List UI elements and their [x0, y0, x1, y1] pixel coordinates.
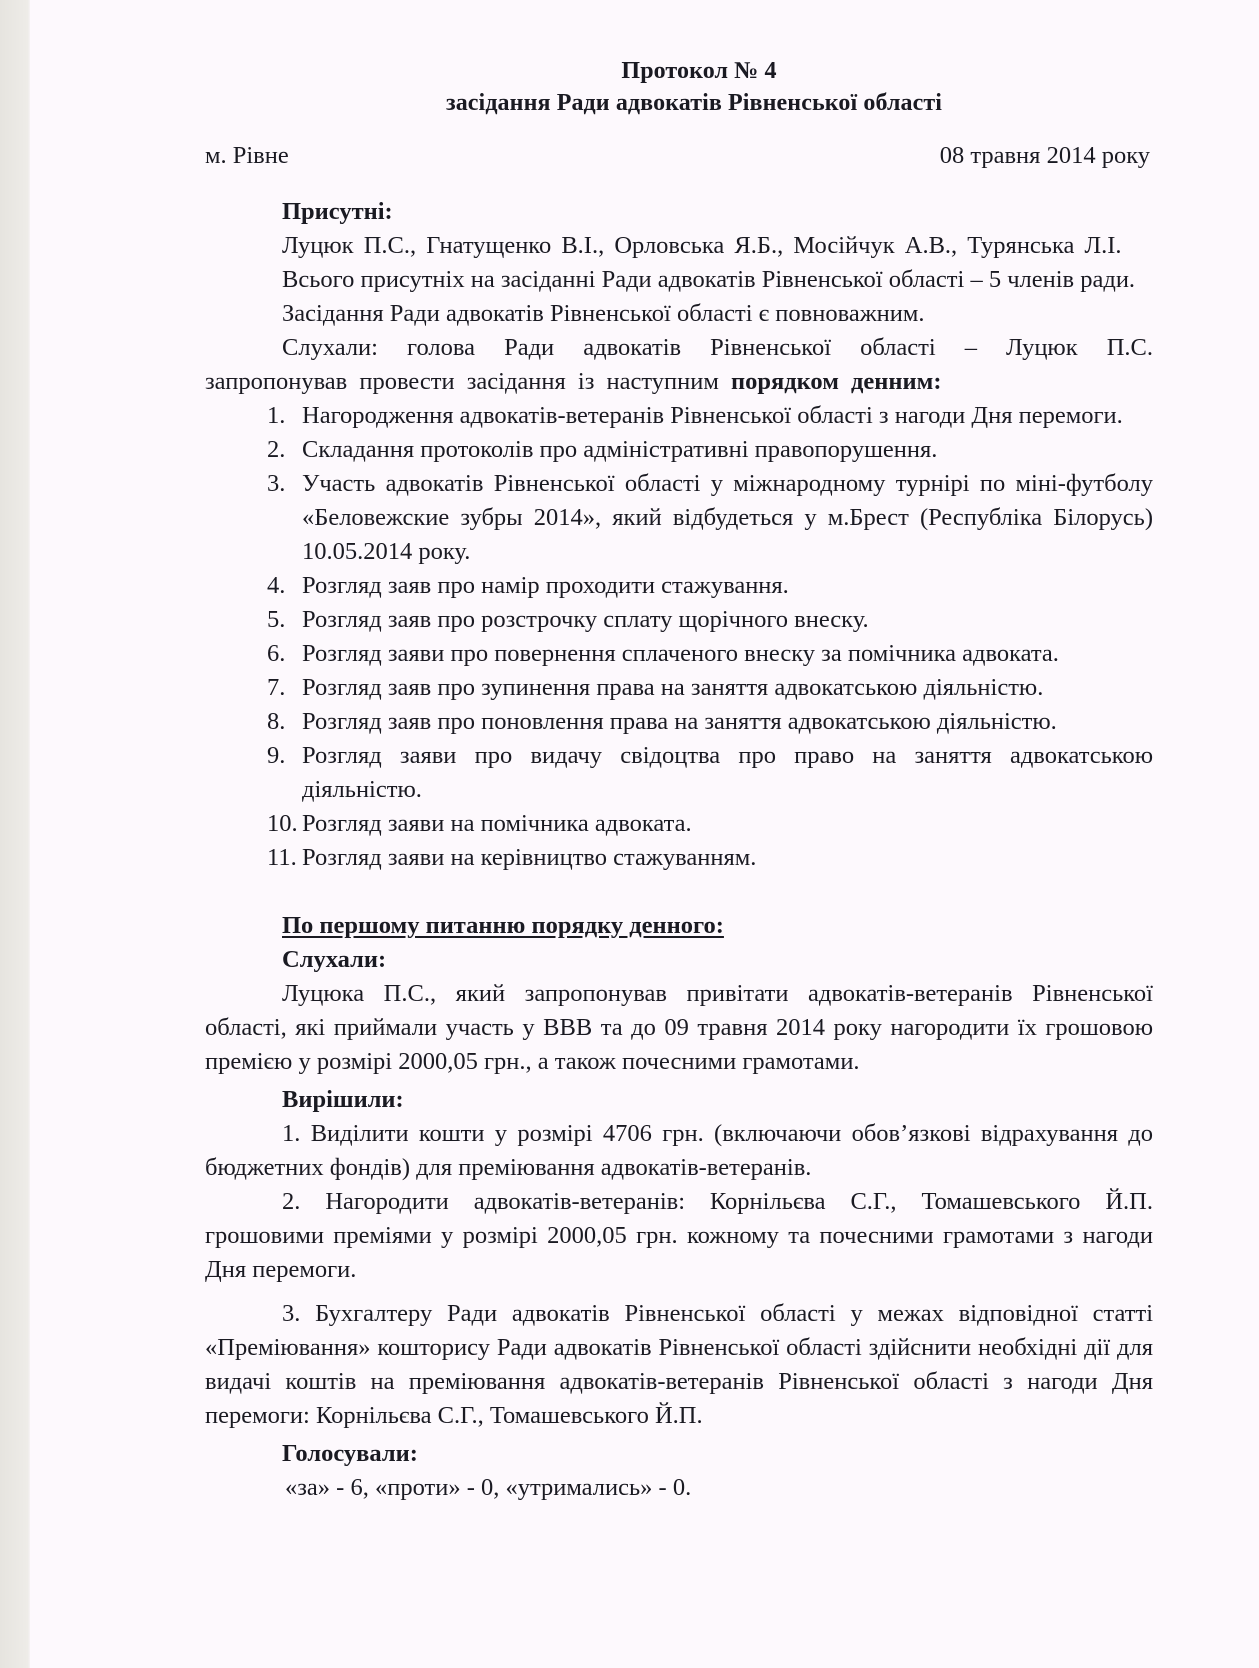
document-title [205, 55, 1153, 119]
agenda-num: 6. [267, 640, 286, 667]
agenda-num: 2. [267, 436, 286, 463]
agenda-item [205, 467, 1153, 569]
agenda-num: 11. [267, 844, 297, 871]
agenda-num: 4. [267, 572, 286, 599]
agenda-item [205, 807, 1153, 841]
agenda-text: Розгляд заяви про видачу свідоцтва про право на заняття адвокатською діяльністю. [302, 742, 1153, 803]
total-present: Всього присутніх на засіданні Ради адвокатів Рівненської області – 5 членів ради. [282, 266, 1136, 293]
heard-label: Слухали: [282, 946, 387, 973]
vote-result: «за» - 6, «проти» - 0, «утримались» - 0. [285, 1474, 692, 1501]
agenda-text: Участь адвокатів Рівненської області у міжнародному турнірі по міні-футболу «Беловежские зубры 2014», який відбудеться у м.Брест (Республіка Білорусь) 10.05.2014 року. [302, 470, 1153, 565]
agenda-item [205, 569, 1153, 603]
agenda-num: 7. [267, 674, 286, 701]
agenda-text: Розгляд заяви про повернення сплаченого внеску за помічника адвоката. [302, 640, 1059, 667]
decided-label: Вирішили: [282, 1086, 404, 1113]
agenda-num: 10. [267, 810, 298, 837]
agenda-text: Нагородження адвокатів-ветеранів Рівненської області з нагоди Дня перемоги. [302, 402, 1123, 429]
agenda-item [205, 705, 1153, 739]
first-item-heading: По першому питанню порядку денного: [282, 912, 724, 939]
date: 08 травня 2014 року [939, 142, 1150, 169]
agenda-text: Розгляд заяв про намір проходити стажування. [302, 572, 789, 599]
document-page [205, 55, 1153, 1505]
place: м. Рівне [205, 142, 289, 169]
agenda-item [205, 841, 1153, 875]
agenda-item [205, 739, 1153, 807]
agenda-text: Розгляд заяв про поновлення права на заняття адвокатською діяльністю. [302, 708, 1057, 735]
heard-intro [205, 331, 1153, 399]
agenda-list [205, 399, 1153, 875]
agenda-text: Розгляд заяви на керівництво стажуванням. [302, 844, 757, 871]
agenda-num: 9. [267, 742, 286, 769]
decision-1: 1. Виділити кошти у розмірі 4706 грн. (включаючи обов’язкові відрахування до бюджетних фондів) для преміювання адвокатів-ветеранів. [205, 1120, 1153, 1181]
agenda-text: Розгляд заяв про розстрочку сплату щорічного внеску. [302, 606, 869, 633]
heard-intro-text: Слухали: голова Ради адвокатів Рівненської області – Луцюк П.С. запропонував провести засідання із наступним [205, 334, 1153, 395]
protocol-number: Протокол № 4 [621, 58, 777, 84]
agenda-item [205, 637, 1153, 671]
agenda-item [205, 433, 1153, 467]
present-heading: Присутні: [282, 198, 393, 225]
agenda-num: 8. [267, 708, 286, 735]
scan-edge [0, 0, 30, 1668]
protocol-subtitle: засідання Ради адвокатів Рівненської області [445, 90, 943, 116]
quorum-statement: Засідання Ради адвокатів Рівненської області є повноважним. [282, 300, 925, 327]
agenda-text: Складання протоколів про адміністративні правопорушення. [302, 436, 938, 463]
heard-text: Луцюка П.С., який запропонував привітати адвокатів-ветеранів Рівненської області, які приймали участь у ВВВ та до 09 травня 2014 року нагородити їх грошовою премією у розмірі 2000,05 грн., а також почесними грамотами. [205, 980, 1153, 1075]
voted-label: Голосували: [282, 1440, 418, 1467]
agenda-text: Розгляд заяв про зупинення права на заняття адвокатською діяльністю. [302, 674, 1044, 701]
agenda-num: 1. [267, 402, 286, 429]
agenda-num: 5. [267, 606, 286, 633]
agenda-item [205, 671, 1153, 705]
first-item-section [205, 909, 1153, 1505]
present-section [205, 195, 1153, 263]
agenda-item [205, 603, 1153, 637]
decision-3: 3. Бухгалтеру Ради адвокатів Рівненської області у межах відповідної статті «Преміювання» кошторису Ради адвокатів Рівненської області здійснити необхідні дії для видачі коштів на преміювання адвокатів-ветеранів Рівненської області з нагоди Дня перемоги: Корнільєва С.Г., Томашевського Й.П. [205, 1300, 1153, 1429]
agenda-text: Розгляд заяви на помічника адвоката. [302, 810, 692, 837]
present-list: Луцюк П.С., Гнатущенко В.І., Орловська Я.Б., Мосійчук А.В., Турянська Л.І. [282, 232, 1122, 259]
agenda-label: порядком денним: [730, 368, 942, 395]
agenda-num: 3. [267, 470, 286, 497]
agenda-item [205, 399, 1153, 433]
place-date-row [205, 139, 1150, 173]
decision-2: 2. Нагородити адвокатів-ветеранів: Корнільєва С.Г., Томашевського Й.П. грошовими преміями у розмірі 2000,05 грн. кожному та почесними грамотами з нагоди Дня перемоги. [205, 1188, 1153, 1283]
